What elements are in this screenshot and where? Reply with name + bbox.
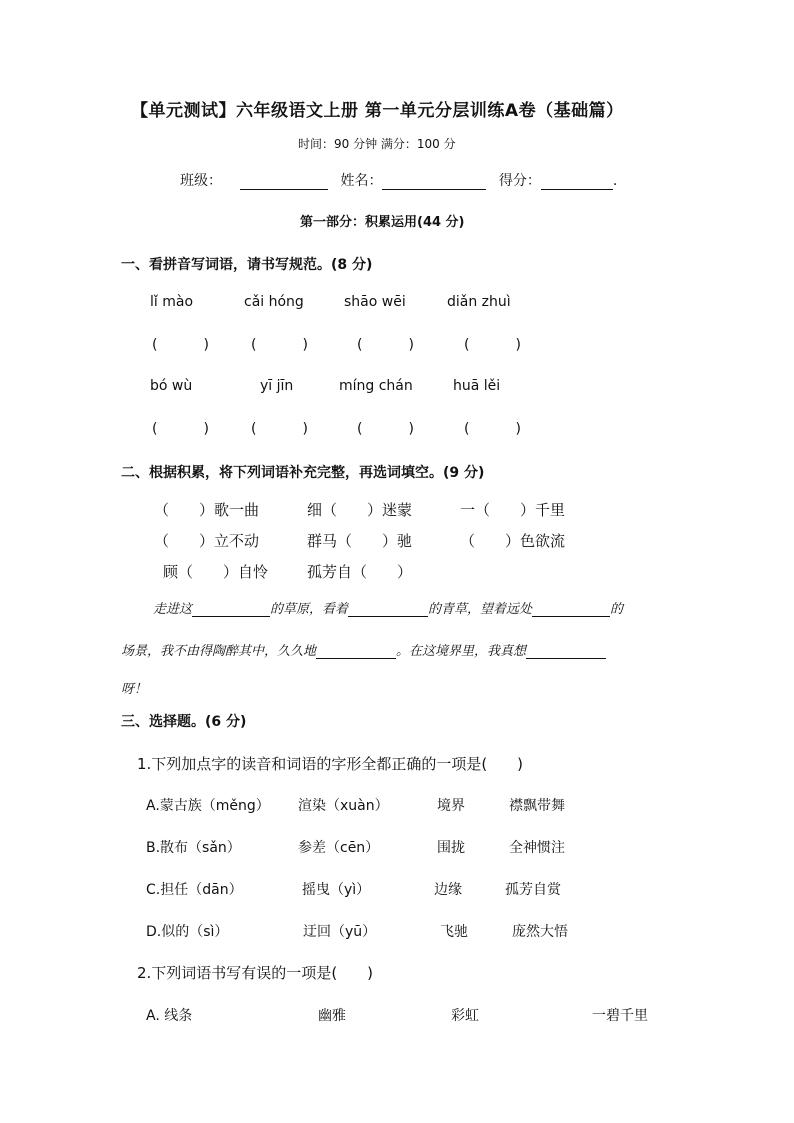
- score-label: 得分：: [498, 173, 541, 189]
- option-c-word: 摇曳（yì）: [302, 882, 371, 898]
- page-title: 【单元测试】六年级语文上册 第一单元分层训练A卷（基础篇）: [131, 101, 624, 121]
- pinyin-5: bó wù: [150, 378, 193, 394]
- option-c-word: 边缘: [434, 882, 462, 898]
- option-d[interactable]: D.似的（sì）: [146, 924, 229, 940]
- class-label: 班级：: [180, 173, 222, 189]
- answer-box[interactable]: ( ): [152, 337, 209, 353]
- name-label: 姓名：: [340, 173, 383, 189]
- option-b-word: 参差（cēn）: [298, 840, 380, 856]
- exam-info: 时间：90 分钟 满分：100 分: [298, 137, 456, 151]
- end-dot: .: [612, 173, 618, 189]
- option-d-word: 庞然大悟: [512, 924, 568, 940]
- option-a-word: 彩虹: [451, 1008, 479, 1024]
- answer-box[interactable]: ( ): [251, 421, 308, 437]
- q3-title: 三、选择题。(6 分): [121, 714, 247, 730]
- q3-sub1-prompt: 1.下列加点字的读音和词语的字形全都正确的一项是( ): [137, 755, 524, 773]
- option-b-word: 全神惯注: [509, 840, 565, 856]
- answer-box[interactable]: ( ): [464, 421, 521, 437]
- q3-sub2-prompt: 2.下列词语书写有误的一项是( ): [137, 964, 374, 982]
- part1-title: 第一部分：积累运用(44 分): [300, 215, 465, 230]
- idiom-item[interactable]: （ ）立不动: [154, 532, 260, 550]
- option-c[interactable]: C.担任（dān）: [146, 882, 243, 898]
- fill-blank[interactable]: [532, 600, 610, 617]
- option-a[interactable]: A. 线条: [146, 1008, 193, 1024]
- score-blank[interactable]: [541, 173, 613, 190]
- option-a-word: 幽雅: [318, 1008, 346, 1024]
- answer-box[interactable]: ( ): [152, 421, 209, 437]
- option-c-word: 孤芳自赏: [505, 882, 561, 898]
- option-a-word: 渲染（xuàn）: [298, 798, 389, 814]
- idiom-item[interactable]: 顾（ ）自怜: [163, 563, 269, 581]
- pinyin-2: cǎi hóng: [244, 294, 304, 310]
- pinyin-4: diǎn zhuì: [447, 294, 511, 310]
- answer-box[interactable]: ( ): [251, 337, 308, 353]
- idiom-item[interactable]: （ ）色欲流: [460, 532, 566, 550]
- option-a-word: 襟飘带舞: [509, 798, 565, 814]
- answer-box[interactable]: ( ): [357, 337, 414, 353]
- q1-title: 一、看拼音写词语，请书写规范。(8 分): [121, 257, 373, 273]
- option-d-word: 迂回（yū）: [303, 924, 377, 940]
- option-b-word: 围拢: [437, 840, 465, 856]
- pinyin-7: míng chán: [339, 378, 413, 394]
- answer-box[interactable]: ( ): [357, 421, 414, 437]
- fill-paragraph-line2: 场景，我不由得陶醉其中，久久地 。在这境界里，我真想: [121, 640, 606, 659]
- option-a-word: 一碧千里: [592, 1008, 648, 1024]
- idiom-item[interactable]: （ ）歌一曲: [154, 501, 260, 519]
- pinyin-6: yī jīn: [260, 378, 294, 394]
- pinyin-3: shāo wēi: [344, 294, 406, 310]
- idiom-item[interactable]: 一（ ）千里: [460, 501, 566, 519]
- q2-title: 二、根据积累，将下列词语补充完整，再选词填空。(9 分): [121, 465, 485, 481]
- fill-blank[interactable]: [526, 642, 606, 659]
- pinyin-8: huā lěi: [453, 378, 501, 394]
- fill-blank[interactable]: [348, 600, 428, 617]
- idiom-item[interactable]: 细（ ）迷蒙: [307, 501, 413, 519]
- option-b[interactable]: B.散布（sǎn）: [146, 840, 241, 856]
- option-a[interactable]: A.蒙古族（měng）: [146, 798, 270, 814]
- option-a-word: 境界: [437, 798, 465, 814]
- fill-paragraph-line1: 走进这 的草原，看着 的青草，望着远处 的: [153, 602, 624, 617]
- pinyin-1: lǐ mào: [150, 294, 194, 310]
- fill-blank[interactable]: [316, 642, 396, 659]
- idiom-item[interactable]: 群马（ ）驰: [307, 532, 413, 550]
- fill-blank[interactable]: [192, 600, 270, 617]
- name-blank[interactable]: [382, 173, 486, 190]
- idiom-item[interactable]: 孤芳自（ ）: [307, 563, 413, 581]
- fill-paragraph-line3: 呀！: [121, 682, 148, 697]
- option-d-word: 飞驰: [440, 924, 468, 940]
- answer-box[interactable]: ( ): [464, 337, 521, 353]
- class-field: [180, 170, 617, 190]
- class-blank[interactable]: [240, 173, 328, 190]
